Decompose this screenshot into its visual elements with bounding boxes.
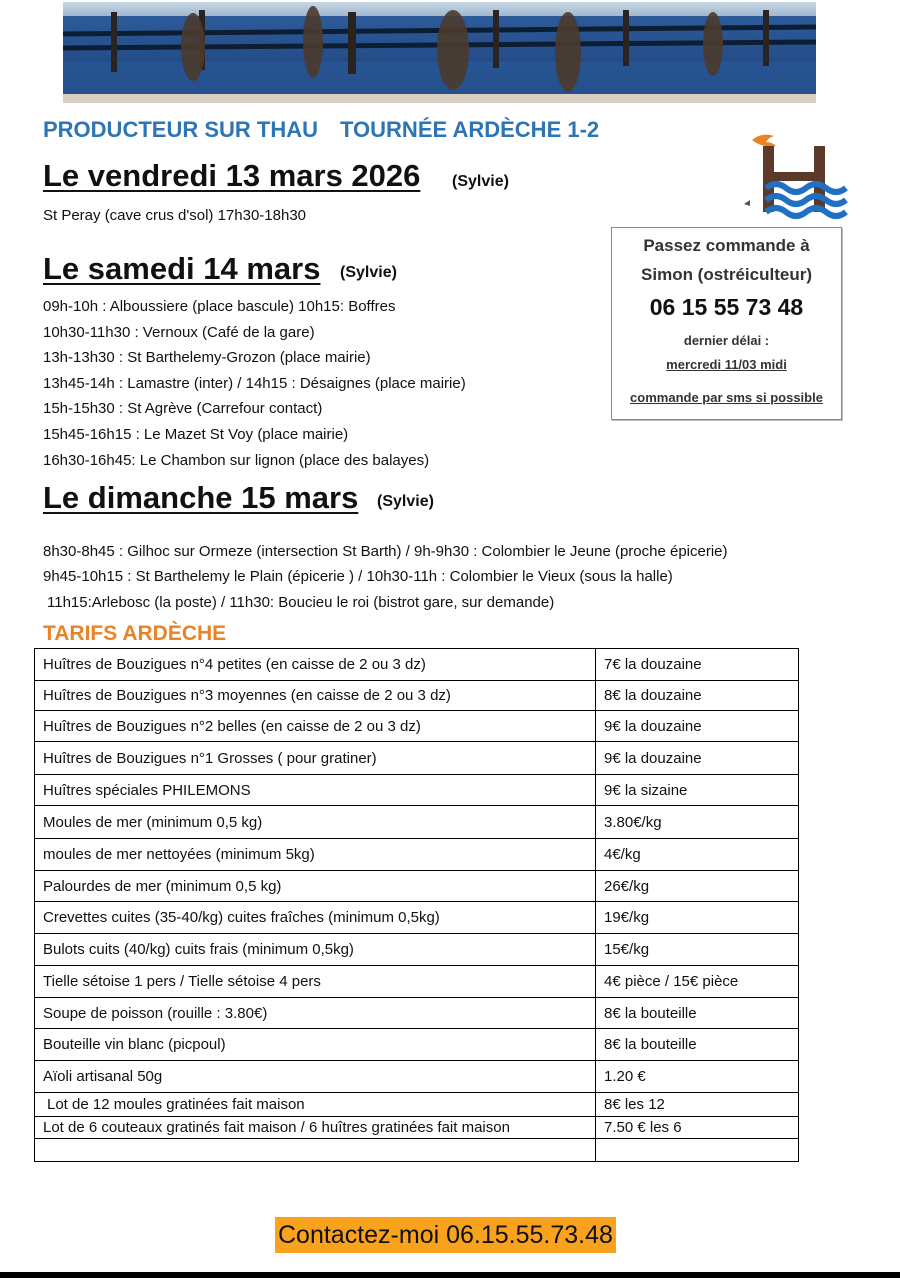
price-cell: 4€ pièce / 15€ pièce	[596, 966, 799, 998]
order-phone: 06 15 55 73 48	[649, 294, 804, 320]
product-cell: Soupe de poisson (rouille : 3.80€)	[35, 998, 596, 1029]
product-cell: Moules de mer (minimum 0,5 kg)	[35, 806, 596, 839]
table-row	[35, 649, 799, 681]
saturday-stop: 09h-10h : Alboussiere (place bascule) 10h15: Boffres	[43, 298, 396, 315]
saturday-stop: 13h-13h30 : St Barthelemy-Grozon (place mairie)	[43, 349, 371, 366]
sunday-tag: (Sylvie)	[377, 493, 434, 510]
price-cell: 8€ les 12	[596, 1093, 799, 1117]
table-row	[35, 1029, 799, 1061]
tarifs-title: TARIFS ARDÈCHE	[43, 622, 227, 645]
price-table	[34, 648, 799, 1162]
product-cell: Huîtres de Bouzigues n°1 Grosses ( pour gratiner)	[35, 742, 596, 775]
price-cell: 8€ la bouteille	[596, 998, 799, 1029]
price-cell: 9€ la douzaine	[596, 742, 799, 775]
table-row	[35, 871, 799, 902]
product-cell: Huîtres spéciales PHILEMONS	[35, 775, 596, 806]
table-row	[35, 1117, 799, 1139]
table-row	[35, 966, 799, 998]
price-cell: 9€ la sizaine	[596, 775, 799, 806]
saturday-stop: 10h30-11h30 : Vernoux (Café de la gare)	[43, 324, 315, 341]
table-row	[35, 711, 799, 742]
saturday-stop: 15h45-16h15 : Le Mazet St Voy (place mairie)	[43, 426, 349, 443]
table-row	[35, 681, 799, 711]
saturday-heading: Le samedi 14 mars	[43, 251, 321, 286]
price-cell: 7€ la douzaine	[596, 649, 799, 681]
sms-note: commande par sms si possible	[630, 390, 823, 405]
sunday-stop: 8h30-8h45 : Gilhoc sur Ormeze (intersection St Barth) / 9h-9h30 : Colombier le Jeune (proche épicerie)	[43, 543, 728, 560]
product-cell: Huîtres de Bouzigues n°2 belles (en caisse de 2 ou 3 dz)	[35, 711, 596, 742]
order-line-2: Simon (ostréiculteur)	[641, 265, 812, 284]
price-cell: 8€ la bouteille	[596, 1029, 799, 1061]
product-cell: moules de mer nettoyées (minimum 5kg)	[35, 839, 596, 871]
producer-title: PRODUCTEUR SUR THAU	[43, 117, 318, 142]
product-cell: Bouteille vin blanc (picpoul)	[35, 1029, 596, 1061]
saturday-stop: 15h-15h30 : St Agrève (Carrefour contact)	[43, 400, 323, 417]
order-line-1: Passez commande à	[643, 236, 810, 255]
table-row	[35, 902, 799, 934]
price-cell: 1.20 €	[596, 1061, 799, 1093]
product-cell: Lot de 6 couteaux gratinés fait maison / 6 huîtres gratinées fait maison	[35, 1117, 596, 1139]
price-cell: 3.80€/kg	[596, 806, 799, 839]
product-cell	[35, 1139, 596, 1162]
contact-phone-banner: Contactez-moi 06.15.55.73.48	[275, 1217, 616, 1253]
table-row	[35, 806, 799, 839]
price-cell: 19€/kg	[596, 902, 799, 934]
price-cell: 8€ la douzaine	[596, 681, 799, 711]
tour-header	[43, 117, 599, 143]
saturday-tag: (Sylvie)	[340, 264, 397, 281]
friday-heading: Le vendredi 13 mars 2026	[43, 158, 421, 193]
price-cell: 9€ la douzaine	[596, 711, 799, 742]
sunday-heading: Le dimanche 15 mars	[43, 480, 359, 515]
sunday-stop: 11h15:Arlebosc (la poste) / 11h30: Boucieu le roi (bistrot gare, sur demande)	[47, 594, 555, 611]
product-cell: Huîtres de Bouzigues n°3 moyennes (en caisse de 2 ou 3 dz)	[35, 681, 596, 711]
friday-stop: St Peray (cave crus d'sol) 17h30-18h30	[43, 207, 307, 224]
sunday-stop: 9h45-10h15 : St Barthelemy le Plain (épicerie ) / 10h30-11h : Colombier le Vieux (sous la halle)	[43, 568, 673, 585]
friday-tag: (Sylvie)	[452, 173, 509, 190]
tour-title: TOURNÉE ARDÈCHE 1-2	[340, 117, 600, 142]
table-row	[35, 934, 799, 966]
product-cell: Crevettes cuites (35-40/kg) cuites fraîches (minimum 0,5kg)	[35, 902, 596, 934]
product-cell: Bulots cuits (40/kg) cuits frais (minimum 0,5kg)	[35, 934, 596, 966]
table-row	[35, 1139, 799, 1162]
table-row	[35, 1061, 799, 1093]
producer-logo	[740, 124, 850, 224]
table-row	[35, 742, 799, 775]
price-cell: 26€/kg	[596, 871, 799, 902]
price-cell: 15€/kg	[596, 934, 799, 966]
deadline-date: mercredi 11/03 midi	[666, 357, 787, 372]
product-cell: Huîtres de Bouzigues n°4 petites (en caisse de 2 ou 3 dz)	[35, 649, 596, 681]
product-cell: Aïoli artisanal 50g	[35, 1061, 596, 1093]
price-cell	[596, 1139, 799, 1162]
price-cell: 4€/kg	[596, 839, 799, 871]
table-row	[35, 998, 799, 1029]
product-cell: Tielle sétoise 1 pers / Tielle sétoise 4 pers	[35, 966, 596, 998]
product-cell: Palourdes de mer (minimum 0,5 kg)	[35, 871, 596, 902]
table-row	[35, 775, 799, 806]
deadline-label: dernier délai :	[683, 333, 770, 348]
oyster-farm-photo	[63, 2, 816, 103]
order-info-box	[611, 227, 842, 420]
saturday-stop: 16h30-16h45: Le Chambon sur lignon (place des balayes)	[43, 452, 430, 469]
table-row	[35, 839, 799, 871]
bottom-divider	[0, 1272, 900, 1278]
price-cell: 7.50 € les 6	[596, 1117, 799, 1139]
product-cell: Lot de 12 moules gratinées fait maison	[35, 1093, 596, 1117]
table-row	[35, 1093, 799, 1117]
saturday-stop: 13h45-14h : Lamastre (inter) / 14h15 : Désaignes (place mairie)	[43, 375, 466, 392]
